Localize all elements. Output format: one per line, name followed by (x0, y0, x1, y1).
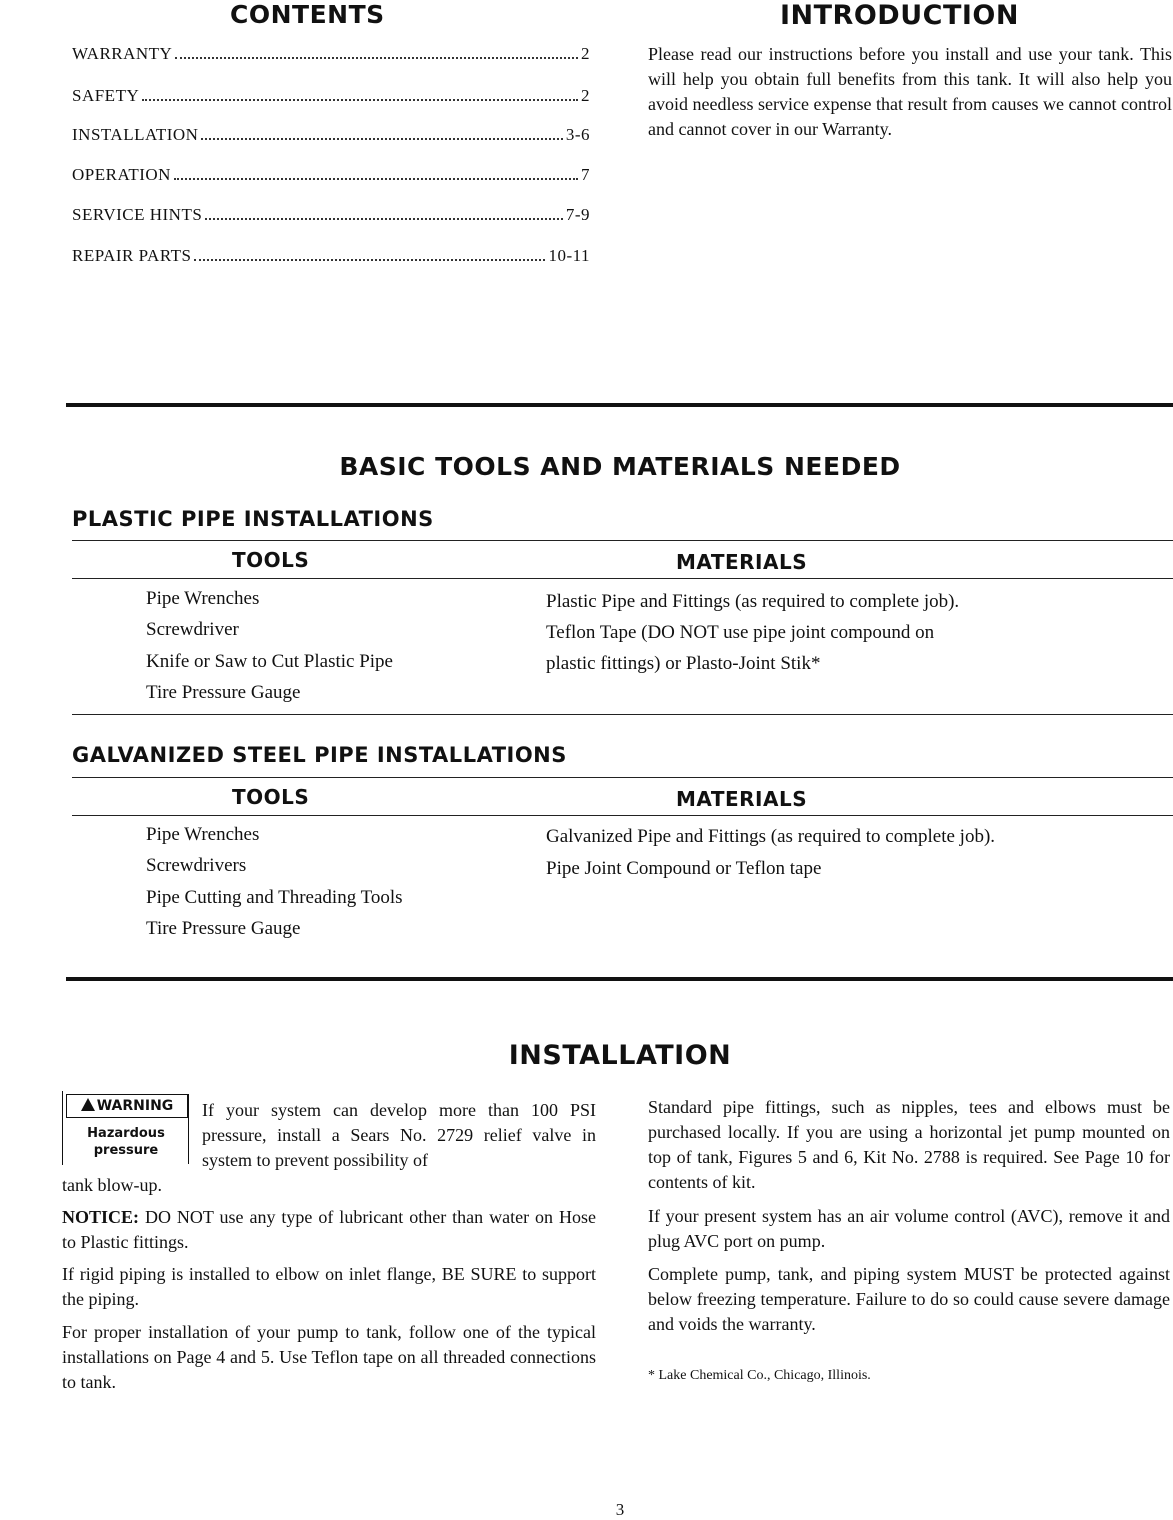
warning-text-continued: tank blow-up. (62, 1175, 162, 1195)
contents-title: CONTENTS (230, 0, 385, 29)
list-item: Teflon Tape (DO NOT use pipe joint compound on (546, 622, 935, 643)
toc-item-repair-parts[interactable] (72, 246, 590, 266)
proper-installation-paragraph: For proper installation of your pump to tank, follow one of the typical installations on Page 4 and 5. Use Teflon tape on all threaded connections to tank. (62, 1322, 596, 1392)
warning-hazard-line2: pressure (93, 1143, 159, 1158)
installation-title: INSTALLATION (508, 1040, 732, 1071)
list-item: Tire Pressure Gauge (146, 682, 301, 703)
galvanized-materials-heading: MATERIALS (676, 787, 808, 811)
warning-hazard-line1: Hazardous (87, 1126, 165, 1141)
toc-item-installation[interactable] (72, 125, 590, 145)
toc-page: 10-11 (548, 246, 590, 265)
list-item: plastic fittings) or Plasto-Joint Stik* (546, 653, 821, 674)
toc-item-operation[interactable] (72, 165, 590, 185)
notice-text: DO NOT use any type of lubricant other than water on Hose to Plastic fittings. (62, 1207, 596, 1252)
warning-label (66, 1094, 188, 1118)
toc-label: INSTALLATION (72, 125, 199, 144)
toc-page: 2 (581, 44, 590, 63)
rigid-piping-paragraph: If rigid piping is installed to elbow on inlet flange, BE SURE to support the piping. (62, 1264, 596, 1309)
toc-item-warranty[interactable] (72, 44, 590, 64)
divider (72, 578, 1173, 579)
toc-page: 3-6 (565, 125, 590, 144)
toc-page: 7-9 (565, 205, 590, 224)
toc-page: 2 (581, 86, 590, 105)
plastic-materials-heading: MATERIALS (676, 550, 808, 574)
warning-label-text: WARNING (96, 1098, 174, 1114)
list-item: Plastic Pipe and Fittings (as required to complete job). (546, 591, 960, 612)
toc-page: 7 (581, 165, 590, 184)
toc-label: REPAIR PARTS (72, 246, 192, 265)
notice-label: NOTICE: (62, 1207, 140, 1227)
warning-text: If your system can develop more than 100 PSI pressure, install a Sears No. 2729 relief valve in system to prevent possibility of (202, 1100, 596, 1170)
toc-leader (201, 138, 562, 140)
introduction-title: INTRODUCTION (780, 0, 1019, 31)
toc-leader (175, 57, 578, 59)
list-item: Pipe Cutting and Threading Tools (146, 887, 403, 908)
divider (72, 714, 1173, 715)
footnote: * Lake Chemical Co., Chicago, Illinois. (648, 1368, 871, 1383)
list-item: Pipe Joint Compound or Teflon tape (546, 858, 822, 879)
list-item: Pipe Wrenches (146, 588, 260, 609)
list-item: Screwdrivers (146, 855, 247, 876)
toc-leader (142, 99, 578, 101)
section-divider (66, 403, 1173, 407)
page-number: 3 (615, 1500, 625, 1519)
standard-fittings-paragraph: Standard pipe fittings, such as nipples, tees and elbows must be purchased locally. If you are using a horizontal jet pump mounted on top of tank, Figures 5 and 6, Kit No. 2788 is required. See Page 10 for contents of kit. (648, 1097, 1170, 1192)
list-item: Knife or Saw to Cut Plastic Pipe (146, 651, 393, 672)
galvanized-tools-heading: TOOLS (232, 785, 310, 809)
list-item: Screwdriver (146, 619, 239, 640)
divider (72, 540, 1173, 541)
warning-triangle-icon (81, 1098, 95, 1111)
introduction-text: Please read our instructions before you install and use your tank. This will help you obtain full benefits from this tank. It will also help you avoid needless service expense that result from causes we cannot control and cannot cover in our Warranty. (648, 44, 1172, 139)
toc-item-safety[interactable] (72, 86, 590, 106)
toc-label: SAFETY (72, 86, 140, 105)
galvanized-pipe-heading: GALVANIZED STEEL PIPE INSTALLATIONS (72, 743, 567, 767)
toc-label: OPERATION (72, 165, 171, 184)
toc-label: WARRANTY (72, 44, 173, 63)
toc-leader (194, 259, 545, 261)
list-item: Pipe Wrenches (146, 824, 260, 845)
freezing-paragraph: Complete pump, tank, and piping system MUST be protected against below freezing temperature. Failure to do so could cause severe damage and voids the warranty. (648, 1264, 1170, 1334)
warning-separator (188, 1094, 189, 1164)
toc-leader (205, 218, 563, 220)
section-divider (66, 977, 1173, 981)
tools-section-title: BASIC TOOLS AND MATERIALS NEEDED (339, 452, 901, 481)
avc-paragraph: If your present system has an air volume control (AVC), remove it and plug AVC port on pump. (648, 1206, 1170, 1251)
toc-leader (174, 178, 578, 180)
divider (72, 815, 1173, 816)
list-item: Tire Pressure Gauge (146, 918, 301, 939)
plastic-tools-heading: TOOLS (232, 548, 310, 572)
toc-item-service-hints[interactable] (72, 205, 590, 225)
toc-label: SERVICE HINTS (72, 205, 203, 224)
divider (72, 777, 1173, 778)
notice-paragraph (62, 1205, 596, 1255)
list-item: Galvanized Pipe and Fittings (as required to complete job). (546, 826, 996, 847)
plastic-pipe-heading: PLASTIC PIPE INSTALLATIONS (72, 507, 434, 531)
